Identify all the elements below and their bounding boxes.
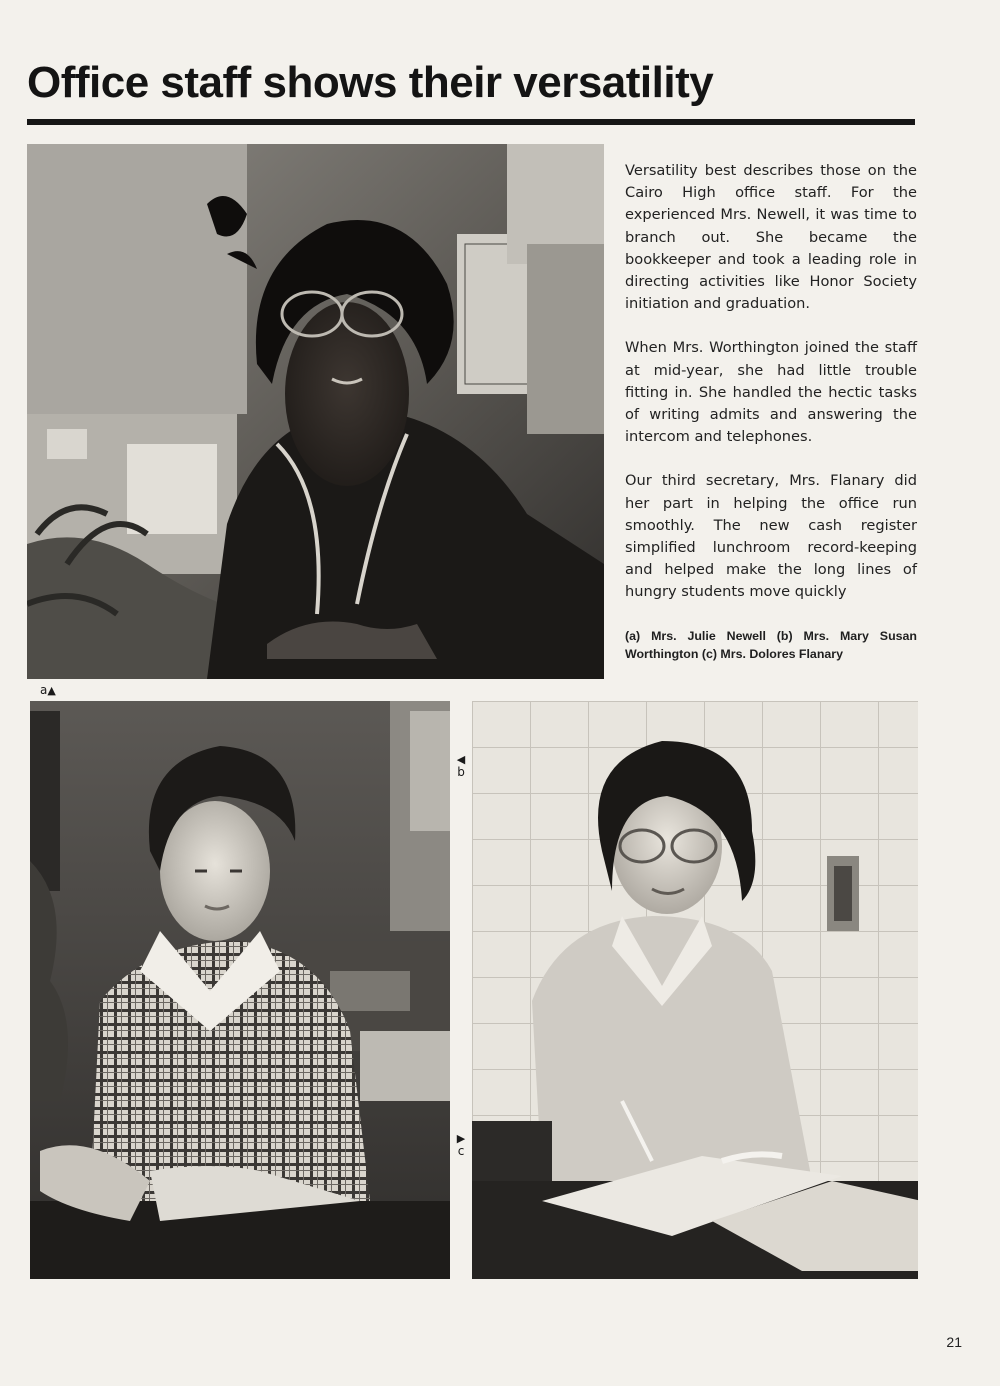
marker-b — [455, 754, 467, 778]
up-triangle-icon: ▲ — [47, 684, 56, 697]
marker-b-label: b — [457, 765, 465, 779]
paragraph-1: Versatility best describes those on the Cairo High office staff. For the experienced Mrs. Newell, it was time to branch out. She became the bookkeeper and took a leading role in directing activities like Honor Society initiation and graduation. — [625, 162, 917, 313]
photo-a-image — [27, 144, 604, 679]
headline: Office staff shows their versatility — [27, 58, 714, 107]
marker-a-label: a — [40, 683, 48, 697]
right-triangle-icon: ▶ — [456, 1132, 466, 1145]
photo-c-flanary — [472, 701, 918, 1279]
paragraph-3: Our third secretary, Mrs. Flanary did her part in helping the office run smoothly. The new cash register simplified lunchroom record-keeping and helped make the long lines of hungry students move quickly — [625, 472, 917, 601]
page-number: 21 — [946, 1334, 962, 1350]
paragraph-2: When Mrs. Worthington joined the staff at mid-year, she had little trouble fitting in. She handled the hectic tasks of writing admits and answering the intercom and telephones. — [625, 339, 917, 446]
marker-c-label: c — [457, 1144, 465, 1158]
marker-c — [455, 1133, 467, 1157]
marker-a — [40, 684, 56, 697]
photo-caption: (a) Mrs. Julie Newell (b) Mrs. Mary Susan Worthington (c) Mrs. Dolores Flanary — [625, 629, 917, 661]
headline-rule — [27, 119, 915, 125]
article-body — [625, 160, 917, 626]
photo-a-newell — [27, 144, 604, 679]
photo-b-worthington — [30, 701, 450, 1279]
photo-b-image — [30, 701, 450, 1279]
photo-c-image — [472, 701, 918, 1279]
left-triangle-icon: ◀ — [456, 753, 466, 766]
